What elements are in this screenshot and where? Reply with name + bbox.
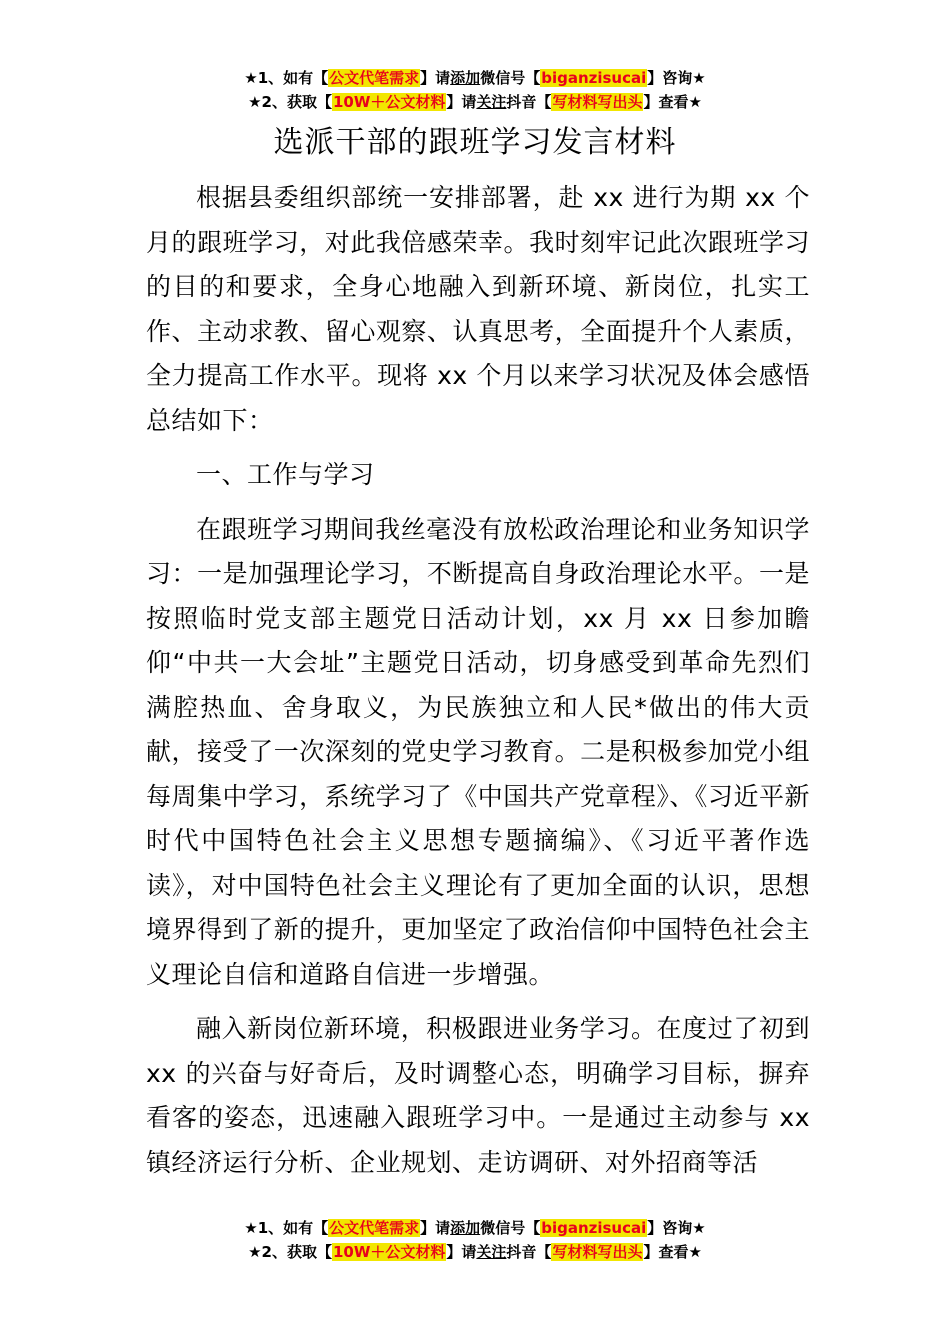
highlight-materials: 10W＋公文材料	[332, 1243, 446, 1261]
promo-line-1	[0, 1216, 950, 1240]
highlight-materials: 10W＋公文材料	[332, 93, 446, 111]
promo-text: 】查看	[643, 1243, 689, 1261]
document-title: 选派干部的跟班学习发言材料	[273, 125, 677, 160]
promo-text: 1、如有【	[257, 69, 329, 87]
promo-text: 抖音【	[506, 1243, 552, 1261]
star-icon: ★	[692, 1219, 706, 1237]
paragraph-intro: 根据县委组织部统一安排部署，赴 xx 进行为期 xx 个月的跟班学习，对此我倍感荣幸。我时刻牢记此次跟班学习的目的和要求，全身心地融入到新环境、新岗位，扎实工作、主动求教、留心观察、认真思考，全面提升个人素质，全力提高工作水平。现将 xx 个月以来学习状况及体会感悟总结如下：	[146, 183, 810, 435]
section-heading: 一、工作与学习	[196, 460, 375, 489]
star-icon: ★	[688, 1243, 702, 1261]
underlined-follow: 关注	[476, 93, 507, 111]
promo-text: 】请	[446, 93, 477, 111]
promo-line-1	[0, 66, 950, 90]
underlined-add: 添加	[450, 69, 481, 87]
highlight-ghostwriting: 公文代笔需求	[329, 1219, 420, 1237]
promo-text: 】咨询	[647, 1219, 693, 1237]
star-icon: ★	[248, 1243, 262, 1261]
highlight-douyin: 写材料写出头	[552, 93, 643, 111]
document-body	[146, 176, 810, 1195]
promo-text: 】咨询	[647, 69, 693, 87]
promo-banner-top	[0, 66, 950, 114]
star-icon: ★	[244, 1219, 258, 1237]
star-icon: ★	[248, 93, 262, 111]
promo-banner-bottom	[0, 1216, 950, 1264]
promo-text: 】查看	[643, 93, 689, 111]
promo-text: 】请	[420, 69, 451, 87]
promo-text: 2、获取【	[261, 1243, 332, 1261]
paragraph-study: 在跟班学习期间我丝毫没有放松政治理论和业务知识学习：一是加强理论学习，不断提高自身政治理论水平。一是按照临时党支部主题党日活动计划，xx 月 xx 日参加瞻仰“中共一大会址”主题党日活动，切身感受到革命先烈们满腔热血、舍身取义，为民族独立和人民*做出的伟大贡献，接受了一次深刻的党史学习教育。二是积极参加党小组每周集中学习，系统学习了《中国共产党章程》、《习近平新时代中国特色社会主义思想专题摘编》、《习近平著作选读》，对中国特色社会主义理论有了更加全面的认识，思想境界得到了新的提升，更加坚定了政治信仰中国特色社会主义理论自信和道路自信进一步增强。	[146, 514, 810, 989]
highlight-ghostwriting: 公文代笔需求	[329, 69, 420, 87]
promo-text: 抖音【	[506, 93, 552, 111]
underlined-follow: 关注	[476, 1243, 507, 1261]
star-icon: ★	[692, 69, 706, 87]
promo-text: 微信号【	[480, 1219, 541, 1237]
star-icon: ★	[244, 69, 258, 87]
highlight-douyin: 写材料写出头	[552, 1243, 643, 1261]
promo-text: 2、获取【	[261, 93, 332, 111]
promo-text: 微信号【	[480, 69, 541, 87]
promo-text: 】请	[446, 1243, 477, 1261]
underlined-add: 添加	[450, 1219, 481, 1237]
promo-line-2	[0, 1240, 950, 1264]
paragraph-integration: 融入新岗位新环境，积极跟进业务学习。在度过了初到 xx 的兴奋与好奇后，及时调整心态，明确学习目标，摒弃看客的姿态，迅速融入跟班学习中。一是通过主动参与 xx 镇经济运行分析、企业规划、走访调研、对外招商等活	[146, 1014, 810, 1177]
highlight-wechat-id: biganzisucai	[541, 69, 647, 87]
promo-line-2	[0, 90, 950, 114]
promo-text: 】请	[420, 1219, 451, 1237]
highlight-wechat-id: biganzisucai	[541, 1219, 647, 1237]
promo-text: 1、如有【	[257, 1219, 329, 1237]
star-icon: ★	[688, 93, 702, 111]
